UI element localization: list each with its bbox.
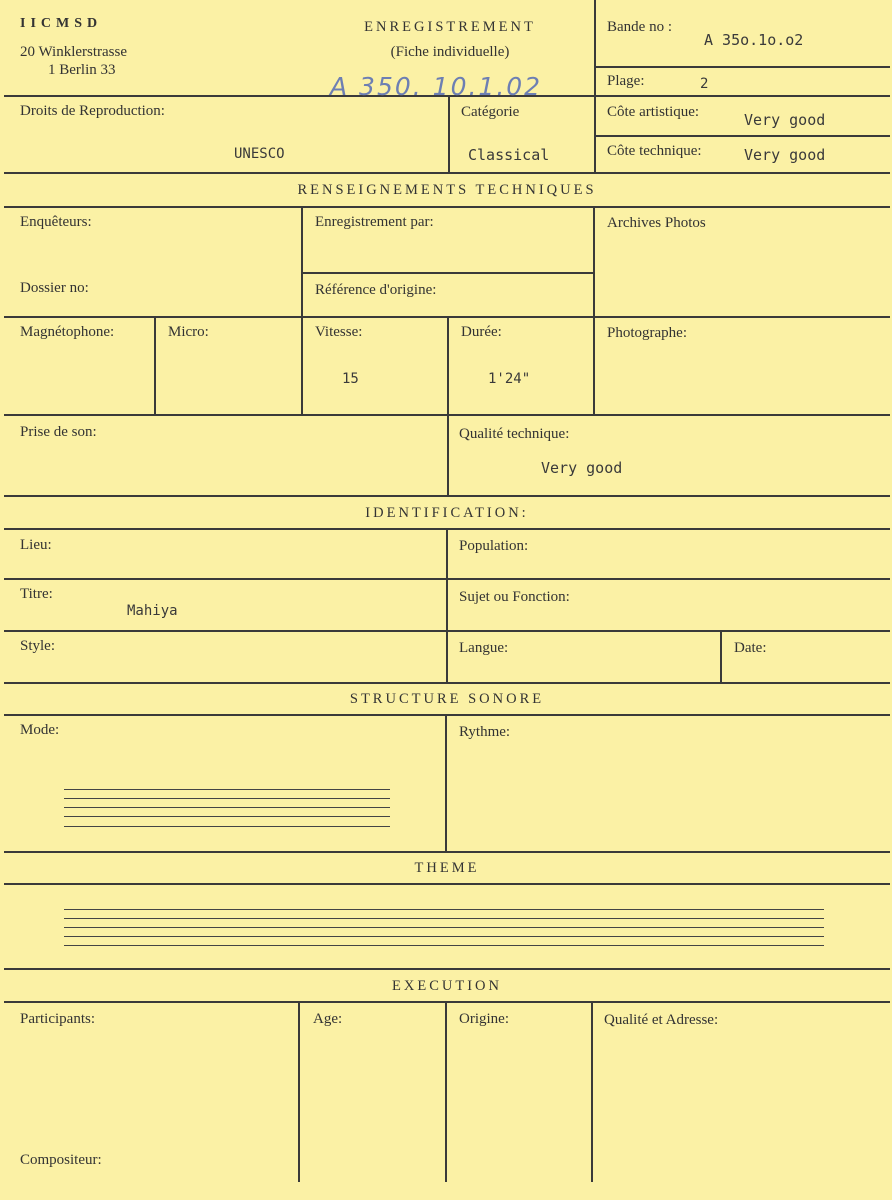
divider bbox=[4, 630, 890, 632]
org-street: 20 Winklerstrasse bbox=[20, 44, 128, 60]
origine-label: Origine: bbox=[459, 1011, 509, 1027]
divider bbox=[591, 1001, 593, 1182]
staff-line bbox=[64, 909, 824, 910]
participants-label: Participants: bbox=[20, 1011, 95, 1027]
cote-artistique-value: Very good bbox=[744, 111, 826, 129]
divider bbox=[4, 714, 890, 716]
divider bbox=[445, 1001, 447, 1182]
divider bbox=[4, 578, 890, 580]
rythme-label: Rythme: bbox=[459, 724, 511, 740]
compositeur-label: Compositeur: bbox=[20, 1152, 102, 1168]
staff-line bbox=[64, 789, 390, 790]
org-city: 1 Berlin 33 bbox=[48, 62, 116, 78]
duree-label: Durée: bbox=[461, 324, 502, 340]
date-label: Date: bbox=[734, 640, 767, 656]
form-subtitle: (Fiche individuelle) bbox=[390, 44, 510, 60]
enqueteurs-label: Enquêteurs: bbox=[20, 214, 92, 230]
org-name: IICMSD bbox=[20, 16, 103, 31]
population-label: Population: bbox=[459, 538, 529, 554]
divider bbox=[4, 1001, 890, 1003]
section-title-identification: IDENTIFICATION: bbox=[365, 505, 529, 521]
cote-technique-value: Very good bbox=[744, 146, 826, 164]
divider bbox=[4, 414, 890, 416]
staff-line bbox=[64, 798, 390, 799]
qualite-technique-label: Qualité technique: bbox=[459, 426, 570, 442]
divider bbox=[301, 206, 303, 414]
photographe-label: Photographe: bbox=[607, 325, 687, 341]
divider bbox=[154, 316, 156, 414]
qualite-adresse-label: Qualité et Adresse: bbox=[604, 1012, 719, 1028]
dossier-label: Dossier no: bbox=[20, 280, 89, 296]
bande-label: Bande no : bbox=[607, 19, 672, 35]
titre-label: Titre: bbox=[20, 586, 53, 602]
divider bbox=[594, 66, 890, 68]
section-title-structure: STRUCTURE SONORE bbox=[349, 691, 545, 707]
divider bbox=[446, 528, 448, 682]
divider bbox=[594, 135, 890, 137]
micro-label: Micro: bbox=[168, 324, 209, 340]
divider bbox=[448, 95, 450, 172]
droits-label: Droits de Reproduction: bbox=[20, 103, 165, 119]
staff-line bbox=[64, 927, 824, 928]
categorie-label: Catégorie bbox=[461, 104, 520, 120]
plage-label: Plage: bbox=[607, 73, 645, 89]
divider bbox=[4, 206, 890, 208]
enregistrement-par-label: Enregistrement par: bbox=[315, 214, 434, 230]
archives-photos-label: Archives Photos bbox=[607, 215, 706, 231]
cote-artistique-label: Côte artistique: bbox=[607, 104, 700, 120]
form-title: ENREGISTREMENT bbox=[364, 19, 536, 35]
staff-line bbox=[64, 816, 390, 817]
titre-value: Mahiya bbox=[127, 603, 178, 619]
section-title-execution: EXECUTION bbox=[392, 978, 502, 994]
droits-value: UNESCO bbox=[234, 146, 285, 162]
divider bbox=[4, 851, 890, 853]
bande-value: A 35o.1o.o2 bbox=[704, 31, 804, 49]
vitesse-value: 15 bbox=[342, 371, 359, 387]
mode-label: Mode: bbox=[20, 722, 60, 738]
divider bbox=[720, 630, 722, 682]
divider bbox=[4, 495, 890, 497]
handwritten-number: A 350. 10.1.02 bbox=[330, 72, 543, 101]
qualite-technique-value: Very good bbox=[541, 459, 623, 477]
sujet-label: Sujet ou Fonction: bbox=[459, 589, 570, 605]
divider bbox=[4, 968, 890, 970]
categorie-value: Classical bbox=[468, 146, 550, 164]
staff-line bbox=[64, 945, 824, 946]
divider bbox=[445, 714, 447, 851]
cote-technique-label: Côte technique: bbox=[607, 143, 702, 159]
staff-line bbox=[64, 807, 390, 808]
staff-line bbox=[64, 826, 390, 827]
vitesse-label: Vitesse: bbox=[315, 324, 363, 340]
divider bbox=[298, 1001, 300, 1182]
divider bbox=[4, 883, 890, 885]
divider bbox=[593, 206, 595, 414]
age-label: Age: bbox=[313, 1011, 343, 1027]
style-label: Style: bbox=[20, 638, 56, 654]
staff-line bbox=[64, 918, 824, 919]
section-title-tech: RENSEIGNEMENTS TECHNIQUES bbox=[297, 182, 597, 198]
reference-label: Référence d'origine: bbox=[315, 282, 437, 298]
prise-de-son-label: Prise de son: bbox=[20, 424, 97, 440]
magnetophone-label: Magnétophone: bbox=[20, 324, 115, 340]
duree-value: 1'24" bbox=[488, 371, 531, 387]
lieu-label: Lieu: bbox=[20, 537, 52, 553]
divider bbox=[447, 316, 449, 496]
staff-line bbox=[64, 936, 824, 937]
divider bbox=[4, 682, 890, 684]
plage-value: 2 bbox=[700, 76, 709, 92]
divider bbox=[301, 272, 593, 274]
section-title-theme: THEME bbox=[414, 860, 480, 876]
divider bbox=[4, 172, 890, 174]
langue-label: Langue: bbox=[459, 640, 509, 656]
